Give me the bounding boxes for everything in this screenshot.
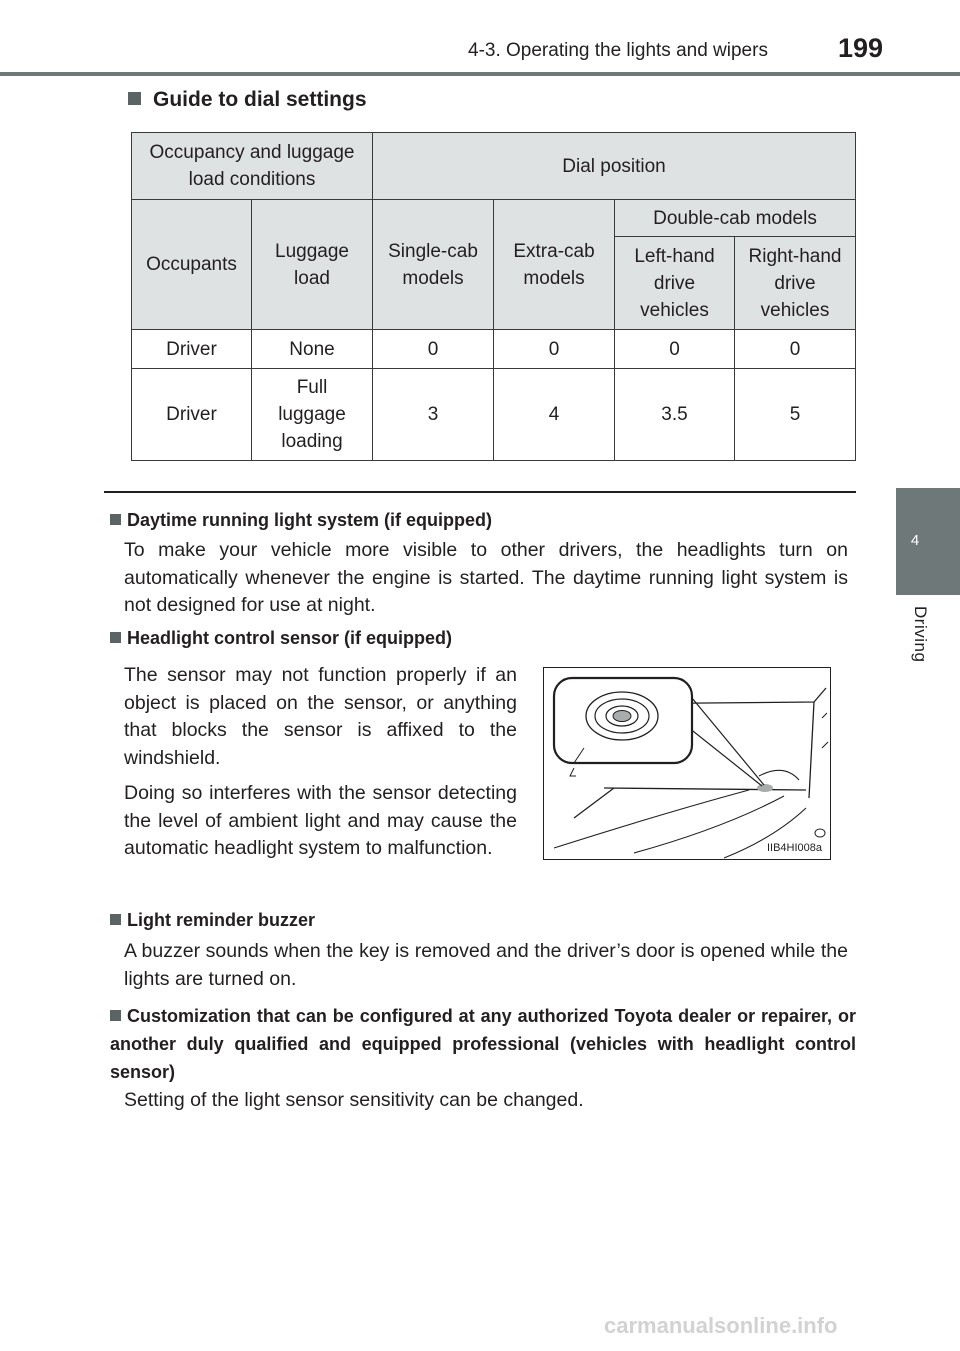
figure-code: IIB4HI008a (766, 842, 822, 854)
sensor-text-2: Doing so interferes with the sensor detecting the level of ambient light and may cause the automatic headlight system to malfunction. (124, 782, 517, 859)
cell-rhd: 0 (735, 330, 856, 369)
section-heading (110, 506, 856, 534)
page-number: 199 (838, 33, 884, 63)
cell-luggage: Full luggage loading (252, 369, 373, 461)
cell-luggage: None (252, 330, 373, 369)
bullet-square-icon (110, 1010, 121, 1021)
section-heading (110, 624, 856, 652)
headlight-sensor-figure (543, 667, 831, 860)
cell-lhd: 3.5 (615, 369, 735, 461)
heading-text: Light reminder buzzer (127, 910, 316, 930)
header-rule (0, 72, 960, 76)
watermark: carmanualsonline.info (604, 1313, 838, 1338)
header-single-cab: Single-cab models (373, 200, 494, 330)
cell-single: 0 (373, 330, 494, 369)
bullet-square-icon (110, 914, 121, 925)
chapter-number: 4 (910, 532, 920, 549)
buzzer-text: A buzzer sounds when the key is removed and the driver’s door is opened while the lights are turned on. (124, 940, 848, 990)
section-divider (104, 491, 856, 493)
sensor-text-1: The sensor may not function properly if an object is placed on the sensor, or anything that blocks the sensor is affixed to the windshield. (124, 664, 517, 769)
header-rhd: Right-hand drive vehicles (735, 237, 856, 330)
bullet-square-icon (128, 92, 141, 105)
header-title: 4-3. Operating the lights and wipers (468, 40, 768, 61)
cell-extra: 0 (494, 330, 615, 369)
header-extra-cab: Extra-cab models (494, 200, 615, 330)
header-occupants: Occupants (132, 200, 252, 330)
table-row (132, 369, 856, 461)
header-occupancy: Occupancy and luggage load conditions (132, 133, 373, 200)
header-dial-position: Dial position (373, 133, 856, 200)
cell-single: 3 (373, 369, 494, 461)
guide-title: Guide to dial settings (153, 88, 367, 111)
heading-text: Customization that can be configured at any authorized Toyota dealer or repairer, or another duly qualified and equipped professional (vehicles with headlight control sensor) (110, 1006, 856, 1082)
customization-text: Setting of the light sensor sensitivity can be changed. (124, 1089, 584, 1111)
chapter-label: Driving (911, 606, 930, 663)
cell-rhd: 5 (735, 369, 856, 461)
header-lhd: Left-hand drive vehicles (615, 237, 735, 330)
header-luggage: Luggage load (252, 200, 373, 330)
windshield-sensor-illustration (544, 668, 830, 859)
guide-heading (128, 88, 367, 112)
header-double-cab: Double-cab models (615, 200, 856, 237)
cell-occupants: Driver (132, 369, 252, 461)
heading-text: Headlight control sensor (if equipped) (127, 628, 453, 648)
cell-occupants: Driver (132, 330, 252, 369)
daytime-running-text: To make your vehicle more visible to other drivers, the headlights turn on automatically whenever the engine is started. The daytime running light system is not designed for use at night. (124, 539, 848, 616)
section-heading (110, 1002, 856, 1086)
table-row (132, 330, 856, 369)
dial-settings-table (131, 132, 856, 461)
cell-lhd: 0 (615, 330, 735, 369)
cell-extra: 4 (494, 369, 615, 461)
bullet-square-icon (110, 514, 121, 525)
bullet-square-icon (110, 632, 121, 643)
section-heading (110, 906, 856, 934)
heading-text: Daytime running light system (if equipped) (127, 510, 493, 530)
